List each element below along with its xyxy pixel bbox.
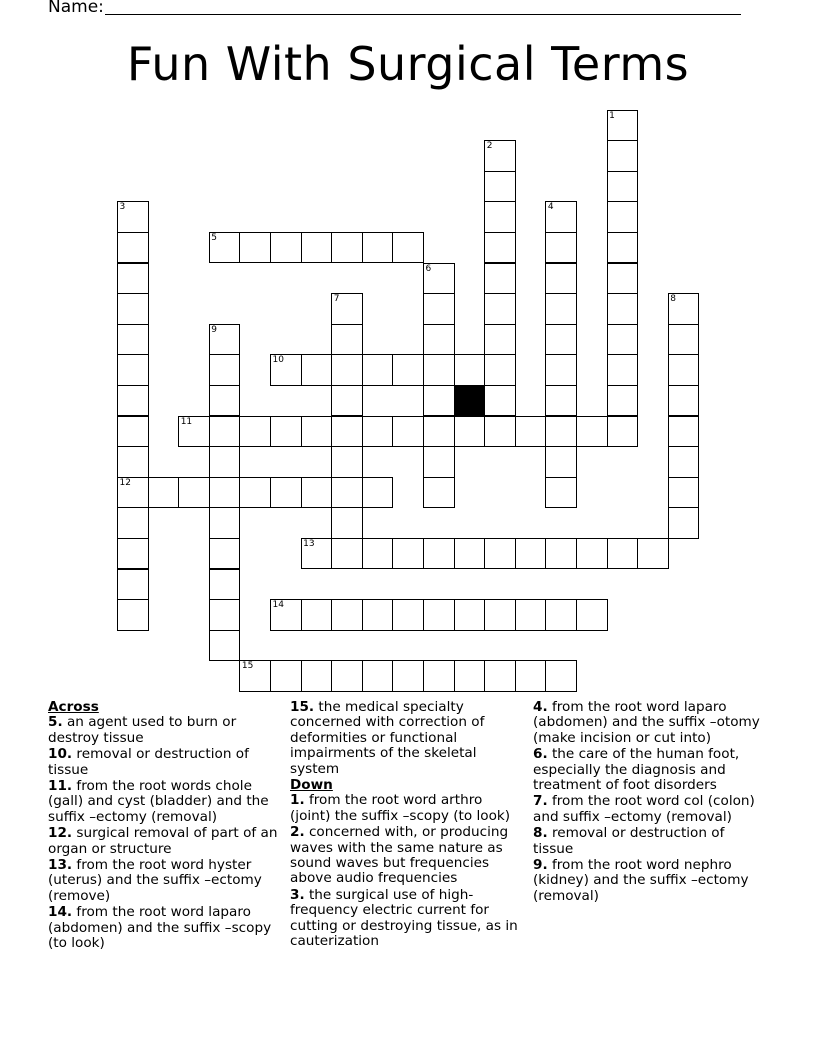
- grid-cell[interactable]: [607, 263, 639, 295]
- grid-cell[interactable]: [209, 507, 241, 539]
- grid-cell[interactable]: [239, 477, 271, 509]
- grid-cell[interactable]: [178, 477, 210, 509]
- grid-cell[interactable]: [576, 538, 608, 570]
- grid-cell[interactable]: [117, 385, 149, 417]
- grid-cell[interactable]: [301, 477, 333, 509]
- grid-cell[interactable]: [209, 446, 241, 478]
- across-clue: [48, 858, 278, 904]
- clue-number: 13.: [48, 857, 73, 874]
- grid-cell[interactable]: [392, 416, 424, 448]
- down-clue: [533, 858, 768, 904]
- down-clue: [533, 826, 768, 857]
- clue-text: removal or destruction of tissue: [533, 825, 725, 857]
- grid-cell[interactable]: [117, 324, 149, 356]
- down-clue-list-continued: [533, 700, 768, 904]
- grid-cell[interactable]: [331, 416, 363, 448]
- grid-cell[interactable]: [392, 538, 424, 570]
- grid-cell[interactable]: [209, 232, 241, 264]
- grid-cell[interactable]: [545, 660, 577, 692]
- cell-number: 7: [333, 294, 340, 305]
- grid-cell[interactable]: [515, 599, 547, 631]
- grid-cell[interactable]: [117, 507, 149, 539]
- grid-cell[interactable]: [545, 446, 577, 478]
- grid-cell[interactable]: [392, 599, 424, 631]
- clue-number: 11.: [48, 778, 73, 795]
- cell-number: 5: [211, 232, 218, 243]
- grid-cell[interactable]: [301, 599, 333, 631]
- down-clue: [290, 825, 525, 887]
- grid-cell[interactable]: [362, 354, 394, 386]
- across-clue-list: [48, 715, 278, 951]
- clue-number: 8.: [533, 825, 548, 842]
- grid-cell[interactable]: [209, 630, 241, 662]
- clue-number: 9.: [533, 857, 548, 874]
- clue-text: from the root words chole (gall) and cyst (bladder) and the suffix –ectomy (removal): [48, 778, 269, 825]
- grid-cell[interactable]: [301, 660, 333, 692]
- grid-cell[interactable]: [301, 416, 333, 448]
- grid-cell[interactable]: [576, 599, 608, 631]
- grid-cell[interactable]: [484, 140, 516, 172]
- grid-cell[interactable]: [545, 263, 577, 295]
- grid-cell[interactable]: [209, 354, 241, 386]
- grid-cell[interactable]: [484, 293, 516, 325]
- clue-text: from the root word laparo (abdomen) and the suffix –otomy (make incision or cut into): [533, 699, 760, 746]
- down-clue: [533, 700, 768, 746]
- grid-cell[interactable]: [515, 416, 547, 448]
- grid-cell[interactable]: [607, 171, 639, 203]
- grid-cell[interactable]: [423, 599, 455, 631]
- clue-text: the surgical use of high-frequency electric current for cutting or destroying tissue, as in cauterization: [290, 886, 518, 950]
- across-clue: [48, 826, 278, 857]
- grid-cell[interactable]: [607, 140, 639, 172]
- grid-cell[interactable]: [117, 263, 149, 295]
- cell-number: 9: [211, 324, 218, 335]
- grid-cell[interactable]: [454, 660, 486, 692]
- grid-cell[interactable]: [270, 599, 302, 631]
- grid-cell[interactable]: [545, 201, 577, 233]
- across-clue-list-continued: [290, 700, 525, 777]
- grid-cell[interactable]: [454, 416, 486, 448]
- grid-cell[interactable]: [668, 354, 700, 386]
- grid-cell[interactable]: [545, 385, 577, 417]
- grid-cell[interactable]: [423, 293, 455, 325]
- grid-cell[interactable]: [484, 171, 516, 203]
- grid-cell[interactable]: [362, 538, 394, 570]
- grid-cell[interactable]: [484, 263, 516, 295]
- grid-cell[interactable]: [117, 446, 149, 478]
- grid-cell[interactable]: [331, 232, 363, 264]
- clue-text: concerned with, or producing waves with the same nature as sound waves but frequencies above audio frequencies: [290, 824, 509, 887]
- grid-cell[interactable]: [331, 660, 363, 692]
- clue-number: 6.: [533, 746, 548, 763]
- grid-cell[interactable]: [484, 324, 516, 356]
- clue-number: 7.: [533, 793, 548, 810]
- grid-cell[interactable]: [484, 354, 516, 386]
- across-clue: [48, 779, 278, 825]
- clue-text: the care of the human foot, especially the diagnosis and treatment of foot disorders: [533, 746, 740, 794]
- cell-number: 6: [425, 263, 432, 274]
- grid-cell[interactable]: [423, 324, 455, 356]
- clue-text: an agent used to burn or destroy tissue: [48, 714, 237, 746]
- grid-cell[interactable]: [331, 354, 363, 386]
- grid-cell[interactable]: [545, 416, 577, 448]
- grid-cell[interactable]: [607, 232, 639, 264]
- grid-cell[interactable]: [331, 599, 363, 631]
- down-heading: Down: [290, 777, 333, 794]
- page-title: Fun With Surgical Terms: [126, 37, 690, 91]
- grid-cell[interactable]: [607, 293, 639, 325]
- grid-cell[interactable]: [117, 477, 149, 509]
- cell-number: 11: [180, 416, 193, 427]
- clue-number: 15.: [290, 699, 315, 715]
- cell-number: 13: [303, 538, 315, 549]
- across-clue: [48, 715, 278, 746]
- grid-cell[interactable]: [484, 385, 516, 417]
- grid-cell[interactable]: [423, 263, 455, 295]
- name-label: Name:: [48, 0, 104, 17]
- grid-cell[interactable]: [545, 599, 577, 631]
- clue-text: surgical removal of part of an organ or structure: [48, 825, 278, 857]
- grid-cell[interactable]: [607, 385, 639, 417]
- cell-number: 10: [272, 355, 284, 366]
- grid-cell[interactable]: [331, 324, 363, 356]
- across-clue: [48, 747, 278, 778]
- grid-cell[interactable]: [362, 232, 394, 264]
- clue-number: 2.: [290, 824, 305, 841]
- grid-cell[interactable]: [423, 416, 455, 448]
- grid-cell[interactable]: [209, 569, 241, 601]
- grid-cell[interactable]: [117, 293, 149, 325]
- grid-cell[interactable]: [209, 324, 241, 356]
- grid-cell[interactable]: [331, 477, 363, 509]
- grid-cell[interactable]: [331, 385, 363, 417]
- clues-column-3: [533, 700, 768, 905]
- clue-number: 1.: [290, 792, 305, 809]
- grid-cell[interactable]: [117, 569, 149, 601]
- grid-cell[interactable]: [484, 660, 516, 692]
- grid-cell[interactable]: [239, 416, 271, 448]
- grid-cell[interactable]: [607, 354, 639, 386]
- grid-cell[interactable]: [423, 385, 455, 417]
- grid-cell[interactable]: [668, 385, 700, 417]
- grid-cell[interactable]: [668, 416, 700, 448]
- cell-number: 1: [609, 110, 615, 121]
- grid-cell[interactable]: [545, 538, 577, 570]
- cell-number: 15: [241, 661, 254, 672]
- grid-cell[interactable]: [423, 354, 455, 386]
- grid-cell[interactable]: [484, 232, 516, 264]
- grid-cell[interactable]: [484, 538, 516, 570]
- grid-cell[interactable]: [484, 201, 516, 233]
- clue-text: from the root word laparo (abdomen) and the suffix –scopy (to look): [48, 904, 272, 952]
- black-cell: [454, 385, 486, 417]
- clue-text: from the root word col (colon) and suffix –ectomy (removal): [533, 793, 755, 825]
- grid-cell[interactable]: [331, 507, 363, 539]
- grid-cell[interactable]: [392, 354, 424, 386]
- grid-cell[interactable]: [362, 660, 394, 692]
- cell-number: 4: [547, 202, 554, 213]
- grid-cell[interactable]: [331, 446, 363, 478]
- grid-cell[interactable]: [423, 446, 455, 478]
- grid-cell[interactable]: [362, 416, 394, 448]
- grid-cell[interactable]: [331, 293, 363, 325]
- clue-text: from the root word hyster (uterus) and the suffix –ectomy (remove): [48, 857, 262, 904]
- grid-cell[interactable]: [301, 538, 333, 570]
- grid-cell[interactable]: [239, 232, 271, 264]
- grid-cell[interactable]: [392, 660, 424, 692]
- grid-cell[interactable]: [576, 416, 608, 448]
- grid-cell[interactable]: [117, 232, 149, 264]
- grid-cell[interactable]: [637, 538, 669, 570]
- grid-cell[interactable]: [668, 507, 700, 539]
- grid-cell[interactable]: [607, 538, 639, 570]
- grid-cell[interactable]: [270, 354, 302, 386]
- clue-number: 3.: [290, 886, 305, 903]
- grid-cell[interactable]: [209, 385, 241, 417]
- grid-cell[interactable]: [484, 416, 516, 448]
- grid-cell[interactable]: [270, 232, 302, 264]
- grid-cell[interactable]: [117, 201, 149, 233]
- cell-number: 12: [119, 477, 131, 488]
- grid-cell[interactable]: [515, 538, 547, 570]
- grid-cell[interactable]: [454, 354, 486, 386]
- clue-number: 12.: [48, 825, 73, 842]
- grid-cell[interactable]: [454, 599, 486, 631]
- across-clue: [290, 700, 525, 777]
- grid-cell[interactable]: [545, 232, 577, 264]
- across-clue: [48, 905, 278, 951]
- grid-cell[interactable]: [545, 477, 577, 509]
- grid-cell[interactable]: [607, 201, 639, 233]
- clues-column-2: [290, 700, 525, 951]
- down-clue: [533, 747, 768, 793]
- grid-cell[interactable]: [545, 354, 577, 386]
- grid-cell[interactable]: [209, 416, 241, 448]
- grid-cell[interactable]: [668, 477, 700, 509]
- grid-cell[interactable]: [362, 477, 394, 509]
- cell-number: 2: [486, 141, 493, 152]
- grid-cell[interactable]: [270, 477, 302, 509]
- grid-cell[interactable]: [668, 324, 700, 356]
- grid-cell[interactable]: [117, 599, 149, 631]
- grid-cell[interactable]: [423, 660, 455, 692]
- clue-number: 10.: [48, 746, 73, 763]
- grid-cell[interactable]: [362, 599, 394, 631]
- grid-cell[interactable]: [117, 416, 149, 448]
- grid-cell[interactable]: [545, 324, 577, 356]
- grid-cell[interactable]: [423, 477, 455, 509]
- grid-cell[interactable]: [178, 416, 210, 448]
- grid-cell[interactable]: [270, 660, 302, 692]
- grid-cell[interactable]: [515, 660, 547, 692]
- clue-text: from the root word nephro (kidney) and the suffix –ectomy (removal): [533, 857, 749, 904]
- grid-cell[interactable]: [331, 538, 363, 570]
- grid-cell[interactable]: [454, 538, 486, 570]
- grid-cell[interactable]: [117, 354, 149, 386]
- grid-cell[interactable]: [668, 446, 700, 478]
- grid-cell[interactable]: [392, 232, 424, 264]
- across-heading: Across: [48, 699, 99, 715]
- grid-cell[interactable]: [668, 293, 700, 325]
- clue-number: 14.: [48, 904, 73, 921]
- grid-cell[interactable]: [545, 293, 577, 325]
- cell-number: 14: [272, 600, 284, 611]
- grid-cell[interactable]: [607, 324, 639, 356]
- grid-cell[interactable]: [484, 599, 516, 631]
- clue-number: 5.: [48, 714, 63, 731]
- grid-cell[interactable]: [209, 599, 241, 631]
- grid-cell[interactable]: [301, 232, 333, 264]
- clue-number: 4.: [533, 699, 548, 715]
- down-clue: [533, 794, 768, 825]
- grid-cell[interactable]: [607, 416, 639, 448]
- grid-cell[interactable]: [423, 538, 455, 570]
- grid-cell[interactable]: [209, 477, 241, 509]
- grid-cell[interactable]: [607, 110, 639, 142]
- down-clue-list: [290, 793, 525, 949]
- grid-cell[interactable]: [209, 538, 241, 570]
- grid-cell[interactable]: [148, 477, 180, 509]
- clue-text: from the root word arthro (joint) the suffix –scopy (to look): [290, 792, 511, 824]
- grid-cell[interactable]: [270, 416, 302, 448]
- cell-number: 3: [119, 202, 126, 213]
- down-clue: [290, 793, 525, 824]
- grid-cell[interactable]: [117, 538, 149, 570]
- clue-text: the medical specialty concerned with correction of deformities or functional impairments of the skeletal system: [290, 699, 485, 777]
- grid-cell[interactable]: [239, 660, 271, 692]
- cell-number: 8: [670, 294, 677, 305]
- clue-text: removal or destruction of tissue: [48, 746, 249, 778]
- down-clue: [290, 888, 525, 950]
- grid-cell[interactable]: [301, 354, 333, 386]
- clues-column-1: [48, 700, 278, 953]
